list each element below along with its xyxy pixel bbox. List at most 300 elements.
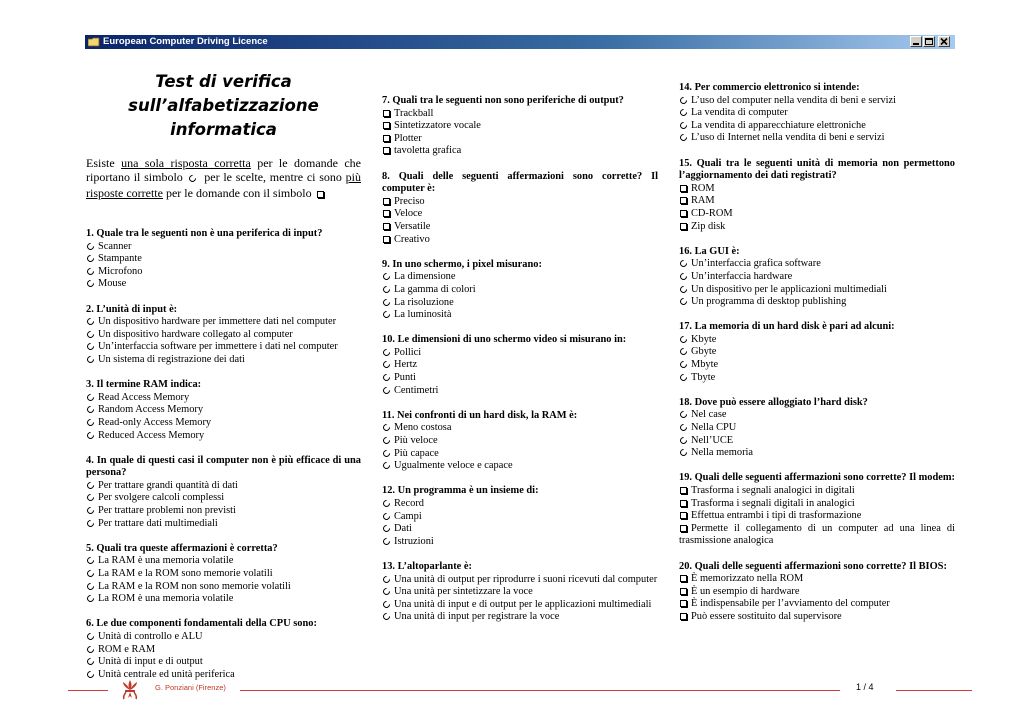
answer-option[interactable] [679, 120, 955, 133]
radio-icon[interactable] [679, 95, 688, 108]
question-text: 6. Le due componenti fondamentali della CPU sono: [86, 618, 317, 630]
answer-option[interactable] [86, 593, 361, 606]
answer-option[interactable] [679, 208, 955, 221]
radio-icon[interactable] [679, 359, 688, 372]
answer-text: ROM e RAM [98, 643, 156, 655]
answer-option[interactable] [86, 480, 361, 493]
answer-option[interactable] [679, 573, 955, 586]
answer-option[interactable] [679, 132, 955, 145]
answer-option[interactable] [86, 581, 361, 594]
question-block [382, 561, 658, 624]
radio-icon[interactable] [382, 511, 391, 524]
answer-option[interactable] [86, 430, 361, 443]
answer-text: Un dispositivo per le applicazioni multimediali [691, 283, 887, 295]
radio-icon[interactable] [86, 505, 95, 518]
question-text: 3. Il termine RAM indica: [86, 379, 202, 391]
answer-option[interactable] [86, 253, 361, 266]
radio-icon[interactable] [382, 347, 391, 360]
checkbox-icon[interactable] [382, 120, 391, 133]
answer-option[interactable] [382, 221, 658, 234]
footer-rule [896, 690, 972, 691]
radio-icon[interactable] [679, 120, 688, 133]
answer-option[interactable] [679, 284, 955, 297]
answer-text: Un’interfaccia software per immettere i dati nel computer [98, 341, 338, 353]
intro-underline: più risposte corrette [86, 170, 361, 200]
maximize-icon [924, 37, 934, 46]
answer-text: Creativo [394, 233, 430, 245]
answer-text: Unità di controllo e ALU [98, 631, 203, 642]
answer-option[interactable] [382, 372, 658, 385]
answer-text: Veloce [394, 208, 423, 220]
question-block [679, 472, 955, 548]
answer-option[interactable] [86, 392, 361, 405]
radio-icon[interactable] [86, 253, 95, 266]
answer-option[interactable] [86, 518, 361, 531]
question-block [86, 618, 361, 681]
answer-option[interactable] [86, 404, 361, 417]
answer-option[interactable] [382, 284, 658, 297]
answer-option[interactable] [679, 435, 955, 448]
radio-icon[interactable] [382, 611, 391, 624]
radio-icon[interactable] [679, 346, 688, 359]
answer-text: Scanner [98, 240, 132, 252]
question-block [679, 158, 955, 234]
intro-text: per le domande che riportano il simbolo [86, 156, 362, 184]
radio-icon[interactable] [86, 644, 95, 657]
answer-option[interactable] [382, 435, 658, 448]
answer-text: È indispensabile per l’avviamento del computer [691, 598, 890, 610]
answer-option[interactable] [86, 492, 361, 505]
answer-text: Reduced Access Memory [98, 429, 205, 441]
question-text: 2. L’unità di input è: [86, 303, 178, 315]
question-text: 20. Quali delle seguenti affermazioni sono corrette? Il BIOS: [679, 560, 947, 572]
answer-text: Un dispositivo hardware collegato al computer [98, 328, 293, 340]
answer-text: La dimensione [394, 271, 456, 283]
answer-text: Read-only Access Memory [98, 416, 212, 428]
answer-option[interactable] [382, 498, 658, 511]
answer-text: Trasforma i segnali analogici in digitali [691, 485, 855, 496]
radio-icon[interactable] [86, 316, 95, 329]
radio-icon[interactable] [679, 447, 688, 460]
radio-icon[interactable] [86, 555, 95, 568]
question-block [679, 397, 955, 460]
radio-icon[interactable] [679, 271, 688, 284]
answer-text: Ugualmente veloce e capace [394, 460, 513, 472]
intro-underline: una sola risposta corretta [121, 156, 251, 170]
checkbox-icon[interactable] [382, 234, 391, 247]
question-block [86, 379, 361, 442]
radio-icon[interactable] [382, 448, 391, 461]
answer-text: La vendita di computer [691, 107, 788, 119]
radio-icon[interactable] [86, 568, 95, 581]
answer-text: Per trattare dati multimediali [98, 517, 218, 529]
answer-text: Più veloce [394, 435, 438, 447]
radio-icon[interactable] [382, 586, 391, 599]
intro-text: per le domande con il simbolo [162, 186, 315, 200]
answer-text: Read Access Memory [98, 391, 190, 403]
answer-option[interactable] [86, 278, 361, 291]
answer-text: Centimetri [394, 384, 439, 396]
answer-text: Campi [394, 510, 422, 522]
answer-option[interactable] [86, 417, 361, 430]
answer-text: La RAM e la ROM sono memorie volatili [98, 568, 273, 580]
answer-option[interactable] [679, 334, 955, 347]
answer-option[interactable] [86, 656, 361, 669]
answer-option[interactable] [86, 266, 361, 279]
instructions-paragraph [86, 156, 361, 202]
intro-text: per le scelte, mentre ci sono [200, 170, 346, 184]
answer-text: Gbyte [691, 346, 717, 358]
answer-text: Nel case [691, 409, 727, 421]
checkbox-icon[interactable] [679, 573, 688, 586]
window-title-bar [85, 35, 955, 49]
radio-icon[interactable] [679, 284, 688, 297]
radio-icon[interactable] [382, 284, 391, 297]
answer-option[interactable] [382, 133, 658, 146]
answer-text: Mbyte [691, 359, 719, 371]
radio-icon[interactable] [86, 656, 95, 669]
answer-text: Unità centrale ed unità periferica [98, 668, 235, 680]
checkbox-icon[interactable] [679, 498, 688, 511]
answer-text: Microfono [98, 265, 143, 277]
question-block [86, 543, 361, 606]
question-block [382, 171, 658, 247]
radio-icon[interactable] [86, 518, 95, 531]
radio-icon[interactable] [382, 498, 391, 511]
answer-option[interactable] [679, 183, 955, 196]
page-title [86, 70, 361, 142]
answer-option[interactable] [679, 510, 955, 523]
answer-text: È memorizzato nella ROM [691, 573, 804, 585]
checkbox-icon[interactable] [382, 208, 391, 221]
radio-icon[interactable] [86, 241, 95, 254]
answer-text: La RAM è una memoria volatile [98, 555, 234, 567]
answer-text: tavoletta grafica [394, 145, 462, 157]
answer-text: Un’interfaccia hardware [691, 270, 793, 282]
question-text: 13. L’altoparlante è: [382, 560, 472, 572]
radio-icon[interactable] [679, 409, 688, 422]
title-line-2: sull’alfabetizzazione informatica [128, 96, 319, 139]
checkbox-icon[interactable] [382, 133, 391, 146]
radio-icon[interactable] [86, 631, 95, 644]
checkbox-icon[interactable] [679, 586, 688, 599]
answer-option[interactable] [679, 346, 955, 359]
question-block [382, 334, 658, 397]
answer-text: Per svolgere calcoli complessi [98, 492, 225, 504]
footer-rule [68, 690, 108, 691]
answer-option[interactable] [679, 409, 955, 422]
radio-icon[interactable] [382, 372, 391, 385]
question-block [679, 82, 955, 145]
page-number: 1 / 4 [856, 682, 874, 692]
column-3 [679, 82, 955, 636]
radio-icon[interactable] [382, 536, 391, 549]
radio-icon[interactable] [382, 422, 391, 435]
answer-text: La luminosità [394, 309, 452, 321]
answer-option[interactable] [679, 95, 955, 108]
answer-option[interactable] [679, 447, 955, 460]
answer-text: Una unità per sintetizzare la voce [394, 586, 533, 598]
radio-icon[interactable] [382, 460, 391, 473]
answer-text: Per trattare grandi quantità di dati [98, 479, 238, 491]
column-2 [382, 95, 658, 637]
close-icon [939, 37, 949, 46]
radio-icon[interactable] [679, 422, 688, 435]
question-block [382, 259, 658, 322]
question-text: 10. Le dimensioni di uno schermo video si misurano in: [382, 334, 627, 346]
answer-option[interactable] [679, 598, 955, 611]
checkbox-icon[interactable] [679, 611, 688, 624]
answer-text: La gamma di colori [394, 283, 476, 295]
footer-rule [240, 690, 840, 691]
answer-option[interactable] [382, 611, 658, 624]
answer-option[interactable] [382, 536, 658, 549]
answer-text: Una unità di input e di output per le applicazioni multimediali [394, 598, 652, 610]
question-list [382, 95, 658, 624]
answer-text: Meno costosa [394, 422, 452, 434]
answer-option[interactable] [679, 195, 955, 208]
minimize-icon [911, 37, 921, 46]
answer-text: Pollici [394, 346, 422, 358]
answer-option[interactable] [86, 631, 361, 644]
question-block [86, 304, 361, 367]
answer-text: Unità di input e di output [98, 656, 203, 668]
radio-icon[interactable] [382, 309, 391, 322]
question-text: 16. La GUI è: [679, 245, 740, 257]
radio-icon[interactable] [382, 385, 391, 398]
answer-option[interactable] [382, 385, 658, 398]
answer-text: Una unità di input per registrare la voce [394, 611, 560, 623]
radio-icon[interactable] [86, 404, 95, 417]
question-text: 18. Dove può essere alloggiato l’hard disk? [679, 396, 868, 408]
radio-icon[interactable] [382, 297, 391, 310]
answer-option[interactable] [382, 574, 658, 587]
radio-icon[interactable] [86, 341, 95, 354]
question-list [679, 82, 955, 624]
answer-option[interactable] [679, 611, 955, 624]
radio-icon[interactable] [679, 107, 688, 120]
answer-text: Random Access Memory [98, 404, 204, 416]
radio-icon[interactable] [679, 296, 688, 309]
answer-text: Stampante [98, 253, 142, 265]
answer-option[interactable] [382, 208, 658, 221]
radio-icon[interactable] [679, 435, 688, 448]
question-text: 8. Quali delle seguenti affermazioni sono corrette? Il computer è: [382, 170, 658, 195]
answer-text: Hertz [394, 359, 418, 371]
answer-option[interactable] [86, 555, 361, 568]
column-1 [86, 60, 361, 694]
close-button[interactable] [938, 36, 950, 47]
radio-icon[interactable] [382, 271, 391, 284]
answer-option[interactable] [382, 271, 658, 284]
answer-option[interactable] [382, 145, 658, 158]
answer-option[interactable] [86, 354, 361, 367]
radio-icon[interactable] [679, 334, 688, 347]
answer-option[interactable] [679, 498, 955, 511]
question-block [679, 246, 955, 309]
answer-text: ROM [691, 182, 715, 194]
answer-text: È un esempio di hardware [691, 585, 800, 597]
question-text: 19. Quali delle seguenti affermazioni sono corrette? Il modem: [679, 472, 955, 484]
answer-text: La vendita di apparecchiature elettroniche [691, 119, 866, 131]
checkbox-icon[interactable] [679, 195, 688, 208]
checkbox-icon[interactable] [679, 510, 688, 523]
answer-option[interactable] [382, 234, 658, 247]
answer-option[interactable] [679, 258, 955, 271]
radio-icon[interactable] [86, 266, 95, 279]
checkbox-icon[interactable] [679, 523, 688, 536]
answer-option[interactable] [679, 485, 955, 498]
answer-option[interactable] [382, 297, 658, 310]
answer-option[interactable] [679, 359, 955, 372]
question-text: 11. Nei confronti di un hard disk, la RAM è: [382, 409, 578, 421]
question-block [679, 561, 955, 624]
answer-text: Punti [394, 372, 416, 384]
answer-option[interactable] [382, 523, 658, 536]
radio-icon[interactable] [679, 258, 688, 271]
answer-text: Preciso [394, 195, 425, 207]
answer-text: CD-ROM [691, 207, 733, 219]
answer-option[interactable] [679, 271, 955, 284]
checkbox-icon[interactable] [679, 598, 688, 611]
answer-option[interactable] [679, 586, 955, 599]
question-text: 12. Un programma è un insieme di: [382, 485, 539, 497]
answer-option[interactable] [382, 586, 658, 599]
question-text: 5. Quali tra queste affermazioni è corretta? [86, 542, 278, 554]
answer-option[interactable] [382, 359, 658, 372]
answer-text: La risoluzione [394, 296, 454, 308]
radio-icon[interactable] [86, 392, 95, 405]
radio-icon[interactable] [382, 359, 391, 372]
single-choice-icon [187, 172, 198, 186]
question-block [382, 485, 658, 548]
radio-icon[interactable] [382, 435, 391, 448]
question-block [679, 321, 955, 384]
answer-text: Versatile [394, 220, 431, 232]
answer-text: Più capace [394, 447, 439, 459]
answer-text: Mouse [98, 278, 127, 290]
answer-option[interactable] [382, 422, 658, 435]
radio-icon[interactable] [86, 581, 95, 594]
answer-text: Un programma di desktop publishing [691, 296, 847, 308]
answer-text: Kbyte [691, 333, 717, 345]
answer-option[interactable] [86, 568, 361, 581]
answer-text: Dati [394, 523, 412, 535]
answer-option[interactable] [679, 107, 955, 120]
checkbox-icon[interactable] [382, 145, 391, 158]
checkbox-icon[interactable] [382, 221, 391, 234]
radio-icon[interactable] [86, 278, 95, 291]
radio-icon[interactable] [86, 417, 95, 430]
radio-icon[interactable] [86, 430, 95, 443]
answer-option[interactable] [679, 422, 955, 435]
question-block [382, 95, 658, 158]
question-text: 7. Quali tra le seguenti non sono periferiche di output? [382, 95, 624, 106]
answer-option[interactable] [679, 296, 955, 309]
question-block [86, 455, 361, 531]
checkbox-icon[interactable] [382, 196, 391, 209]
answer-option[interactable] [86, 341, 361, 354]
answer-option[interactable] [382, 196, 658, 209]
answer-option[interactable] [86, 329, 361, 342]
answer-text: Un dispositivo hardware per immettere dati nel computer [98, 316, 337, 328]
answer-text: Un sistema di registrazione dei dati [98, 353, 245, 365]
answer-text: Zip disk [691, 220, 726, 232]
answer-text: Plotter [394, 132, 422, 144]
question-text: 17. La memoria di un hard disk è pari ad alcuni: [679, 321, 895, 333]
radio-icon[interactable] [86, 593, 95, 606]
checkbox-icon[interactable] [679, 208, 688, 221]
checkbox-icon[interactable] [679, 221, 688, 234]
radio-icon[interactable] [679, 132, 688, 145]
radio-icon[interactable] [382, 599, 391, 612]
minimize-button[interactable] [910, 36, 922, 47]
radio-icon[interactable] [86, 669, 95, 682]
answer-text: Sintetizzatore vocale [394, 120, 481, 132]
question-text: 4. In quale di questi casi il computer non è più efficace di una persona? [86, 454, 361, 479]
answer-text: La ROM è una memoria volatile [98, 593, 234, 605]
answer-option[interactable] [86, 241, 361, 254]
answer-option[interactable] [86, 644, 361, 657]
radio-icon[interactable] [86, 492, 95, 505]
answer-option[interactable] [679, 221, 955, 234]
checkbox-icon[interactable] [679, 485, 688, 498]
question-block [382, 410, 658, 473]
answer-option[interactable] [382, 448, 658, 461]
answer-option[interactable] [86, 316, 361, 329]
radio-icon[interactable] [86, 329, 95, 342]
folder-icon [88, 37, 100, 47]
answer-option[interactable] [382, 460, 658, 473]
answer-text: Per trattare problemi non previsti [98, 505, 236, 517]
multiple-choice-icon [315, 188, 326, 202]
answer-text: Tbyte [691, 371, 716, 383]
radio-icon[interactable] [86, 480, 95, 493]
answer-option[interactable] [382, 511, 658, 524]
answer-option[interactable] [382, 599, 658, 612]
radio-icon[interactable] [679, 372, 688, 385]
answer-text: Può essere sostituito dal supervisore [691, 610, 842, 622]
answer-option[interactable] [382, 309, 658, 322]
checkbox-icon[interactable] [382, 108, 391, 121]
question-text: 1. Quale tra le seguenti non è una periferica di input? [86, 228, 323, 239]
answer-text: Record [394, 498, 425, 509]
question-text: 9. In uno schermo, i pixel misurano: [382, 258, 542, 270]
question-text: 15. Quali tra le seguenti unità di memoria non permettono l’aggiornamento dei dati registrati? [679, 157, 955, 182]
answer-option[interactable] [382, 347, 658, 360]
answer-text: L’uso del computer nella vendita di beni e servizi [691, 94, 897, 106]
checkbox-icon[interactable] [679, 183, 688, 196]
answer-text: Nell’UCE [691, 434, 734, 446]
radio-icon[interactable] [86, 354, 95, 367]
answer-text: Istruzioni [394, 535, 434, 547]
intro-text: Esiste [86, 156, 122, 170]
answer-option[interactable] [679, 523, 955, 548]
question-text: 14. Per commercio elettronico si intende: [679, 82, 860, 93]
radio-icon[interactable] [382, 523, 391, 536]
answer-text: Permette il collegamento di un computer ad una linea di trasmissione analogica [679, 522, 955, 547]
radio-icon[interactable] [382, 574, 391, 587]
answer-text: L’uso di Internet nella vendita di beni e servizi [691, 132, 885, 144]
answer-option[interactable] [382, 120, 658, 133]
maximize-button[interactable] [923, 36, 935, 47]
answer-option[interactable] [86, 505, 361, 518]
answer-option[interactable] [679, 372, 955, 385]
question-block [86, 228, 361, 291]
answer-text: La RAM e la ROM non sono memorie volatili [98, 580, 291, 592]
answer-text: RAM [691, 195, 715, 207]
answer-option[interactable] [382, 108, 658, 121]
